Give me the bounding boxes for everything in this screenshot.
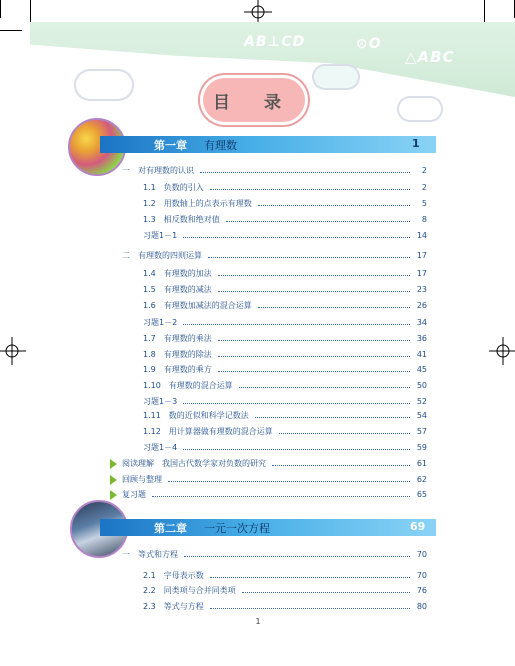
toc-entry[interactable] — [0, 214, 515, 226]
toc-entry-page: 45 — [416, 365, 427, 374]
toc-entry-title: 1.3 相反数和绝对值 — [143, 215, 220, 224]
dot-leader — [258, 307, 410, 308]
toc-entry-page: 80 — [416, 602, 427, 611]
toc-entry[interactable] — [0, 426, 515, 438]
toc-entry[interactable] — [0, 601, 515, 613]
toc-entry[interactable] — [0, 182, 515, 194]
toc-entry-page: 14 — [416, 231, 427, 240]
toc-entry-page: 76 — [416, 586, 427, 595]
toc-entry-page: 59 — [416, 443, 427, 452]
dot-leader — [168, 481, 410, 482]
dot-leader — [279, 433, 410, 434]
toc-entry[interactable] — [0, 317, 515, 329]
page-number: 1 — [255, 617, 261, 626]
toc-entry-title: 1.5 有理数的减法 — [143, 285, 212, 294]
toc-entry-title: 复习题 — [122, 490, 146, 499]
toc-entry[interactable] — [0, 489, 515, 501]
toc-entry[interactable] — [0, 300, 515, 312]
dot-leader — [255, 417, 410, 418]
dot-leader — [210, 577, 410, 578]
dot-leader — [218, 275, 410, 276]
toc-entry-page: 70 — [416, 550, 427, 559]
deco-triangle-text: △ABC — [405, 48, 455, 66]
page-title: 目 录 — [213, 93, 295, 113]
dot-leader — [184, 556, 410, 557]
toc-entry-page: 8 — [421, 215, 427, 224]
crop-mark — [0, 30, 22, 31]
dot-leader — [183, 403, 410, 404]
chapter-1-label: 第一章 — [154, 139, 187, 152]
toc-entry[interactable] — [0, 380, 515, 392]
dot-leader — [218, 371, 410, 372]
toc-entry[interactable] — [0, 268, 515, 280]
toc-entry-title: 1.12 用计算器做有理数的混合运算 — [143, 427, 273, 436]
toc-entry-title: 1.6 有理数加减法的混合运算 — [143, 301, 252, 310]
toc-entry-title: 一 对有理数的认识 — [122, 166, 194, 175]
toc-entry[interactable] — [0, 570, 515, 582]
dot-leader — [210, 189, 410, 190]
toc-entry[interactable] — [0, 333, 515, 345]
toc-entry-title: 习题1－4 — [143, 443, 178, 452]
toc-entry-page: 61 — [416, 459, 427, 468]
dot-leader — [183, 324, 410, 325]
toc-entry-title: 回顾与整理 — [122, 475, 162, 484]
toc-entry-page: 57 — [416, 427, 427, 436]
toc-entry-page: 23 — [416, 285, 427, 294]
dot-leader — [272, 465, 410, 466]
dot-leader — [152, 496, 410, 497]
toc-entry-page: 41 — [416, 350, 427, 359]
toc-entry-page: 36 — [416, 334, 427, 343]
toc-entry[interactable] — [0, 349, 515, 361]
toc-entry[interactable] — [0, 549, 515, 561]
toc-entry-title: 2.2 同类项与合并同类项 — [143, 586, 236, 595]
toc-entry-title: 1.9 有理数的乘方 — [143, 365, 212, 374]
dot-leader — [258, 205, 410, 206]
toc-entry[interactable] — [0, 396, 515, 408]
dot-leader — [210, 608, 410, 609]
toc-entry-page: 62 — [416, 475, 427, 484]
toc-entry[interactable] — [0, 442, 515, 454]
dot-leader — [218, 356, 410, 357]
toc-entry[interactable] — [0, 230, 515, 242]
chapter-2-label: 第二章 — [154, 522, 187, 535]
cloud-decoration — [314, 66, 358, 88]
dot-leader — [183, 449, 410, 450]
toc-entry[interactable] — [0, 458, 515, 470]
toc-entry[interactable] — [0, 410, 515, 422]
toc-entry[interactable] — [0, 585, 515, 597]
toc-entry-page: 50 — [416, 381, 427, 390]
dot-leader — [239, 387, 410, 388]
toc-entry-title: 阅读理解 我国古代数学家对负数的研究 — [122, 459, 266, 468]
toc-entry-page: 54 — [416, 411, 427, 420]
toc-entry[interactable] — [0, 250, 515, 262]
toc-entry[interactable] — [0, 284, 515, 296]
dot-leader — [218, 340, 410, 341]
dot-leader — [226, 221, 410, 222]
toc-entry-title: 习题1－3 — [143, 397, 178, 406]
deco-circle-text: ⊙O — [356, 36, 382, 52]
toc-entry-page: 5 — [421, 199, 427, 208]
chapter-2-title: 一元一次方程 — [204, 522, 270, 535]
cloud-decoration — [399, 98, 441, 120]
chapter-2-page: 69 — [410, 520, 426, 533]
toc-entry-page: 26 — [416, 301, 427, 310]
toc-entry-title: 1.7 有理数的乘法 — [143, 334, 212, 343]
toc-entry-title: 一 等式和方程 — [122, 550, 178, 559]
toc-entry-page: 34 — [416, 318, 427, 327]
toc-entry-page: 2 — [421, 183, 427, 192]
toc-entry-title: 习题1－2 — [143, 318, 178, 327]
cloud-decoration — [76, 71, 132, 99]
bullet-triangle-icon — [110, 475, 117, 485]
dot-leader — [208, 257, 410, 258]
chapter-1-title: 有理数 — [204, 139, 237, 152]
chapter-1-bar — [100, 136, 436, 153]
toc-entry[interactable] — [0, 364, 515, 376]
toc-entry[interactable] — [0, 474, 515, 486]
toc-entry-title: 1.1 负数的引入 — [143, 183, 204, 192]
bullet-triangle-icon — [110, 459, 117, 469]
toc-entry-title: 1.10 有理数的混合运算 — [143, 381, 233, 390]
toc-entry-title: 1.4 有理数的加法 — [143, 269, 212, 278]
toc-entry-page: 17 — [416, 251, 427, 260]
toc-entry-page: 70 — [416, 571, 427, 580]
bullet-triangle-icon — [110, 490, 117, 500]
crop-mark — [0, 0, 1, 18]
toc-entry-page: 17 — [416, 269, 427, 278]
dot-leader — [200, 172, 410, 173]
toc-entry-title: 1.2 用数轴上的点表示有理数 — [143, 199, 252, 208]
toc-entry-page: 52 — [416, 397, 427, 406]
chapter-1-page: 1 — [412, 137, 420, 150]
toc-entry-page: 2 — [421, 166, 427, 175]
toc-entry-title: 习题1－1 — [143, 231, 178, 240]
toc-entry-title: 1.11 数的近似和科学记数法 — [143, 411, 249, 420]
dot-leader — [183, 237, 410, 238]
toc-entry[interactable] — [0, 165, 515, 177]
toc-entry-title: 二 有理数的四则运算 — [122, 251, 202, 260]
dot-leader — [218, 291, 410, 292]
dot-leader — [242, 592, 410, 593]
toc-entry-title: 1.8 有理数的除法 — [143, 350, 212, 359]
toc-entry-title: 2.3 等式与方程 — [143, 602, 204, 611]
deco-parallel-text: AB⊥CD — [244, 34, 306, 50]
toc-entry-title: 2.1 字母表示数 — [143, 571, 204, 580]
toc-entry-page: 65 — [416, 490, 427, 499]
toc-entry[interactable] — [0, 198, 515, 210]
